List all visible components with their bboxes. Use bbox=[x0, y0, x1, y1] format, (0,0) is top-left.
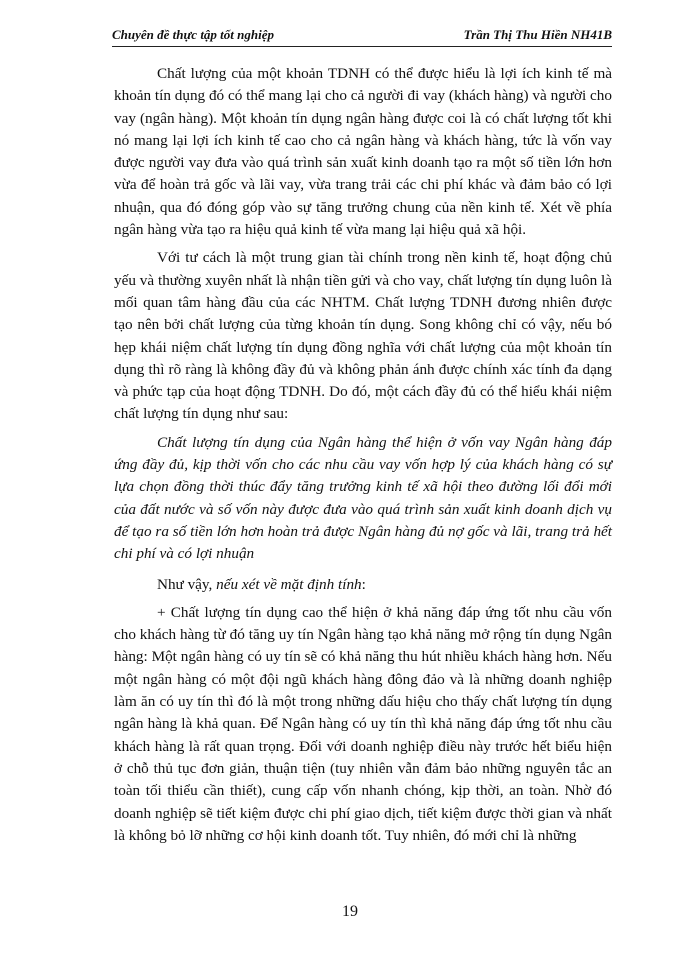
paragraph-qualitative-point-1: + Chất lượng tín dụng cao thể hiện ở khả năng đáp ứng tốt nhu cầu vốn cho khách hàng từ đó tăng uy tín Ngân hàng tạo khả năng mở rộng tín dụng Ngân hàng: Một ngân hàng có uy tín sẽ có khả năng thu hút nhiều khách hàng hơn. Nếu một ngân hàng có một đội ngũ khách hàng đông đảo và là những doanh nghiệp làm ăn có uy tín thì đó là một trong những dấu hiệu cho thấy chất lượng tín dụng ngân hàng là khả quan. Để Ngân hàng có uy tín thì khả năng đáp ứng tốt nhu cầu khách hàng là rất quan trọng. Đối với doanh nghiệp điều này trước hết biểu hiện ở chỗ thủ tục đơn giản, thuận tiện (tuy nhiên vẫn đảm bảo những nguyên tắc an toàn tối thiểu cần thiết), cung cấp vốn nhanh chóng, kịp thời, an toàn. Nhờ đó doanh nghiệp sẽ tiết kiệm được chi phí giao dịch, tiết kiệm được thời gian và nhất là không bỏ lỡ những cơ hội kinh doanh tốt. Tuy nhiên, đó mới chỉ là những bbox=[114, 603, 612, 844]
page-number: 19 bbox=[342, 903, 358, 920]
header-right-author: Trần Thị Thu Hiền NH41B bbox=[463, 27, 612, 42]
document-body bbox=[114, 63, 612, 853]
paragraph-credit-quality-definition: Chất lượng tín dụng của Ngân hàng thể hiện ở vốn vay Ngân hàng đáp ứng đầy đủ, kịp thời vốn cho các nhu cầu vay vốn hợp lý của khách hàng có sự lựa chọn đồng thời thúc đẩy tăng trưởng kinh tế xã hội theo đường lối đổi mới của đất nước và số vốn này được đưa vào quá trình sản xuất kinh doanh dịch vụ để tạo ra số tiền lớn hơn hoàn trả được Ngân hàng đủ nợ gốc và lãi, trang trả hết chi phí và có lợi nhuận bbox=[114, 433, 612, 563]
header-left-title: Chuyên đề thực tập tốt nghiệp bbox=[112, 27, 274, 42]
paragraph-credit-quality-context: Với tư cách là một trung gian tài chính trong nền kinh tế, hoạt động chủ yếu và thường xuyên nhất là nhận tiền gửi và cho vay, chất lượng tín dụng luôn là mối quan tâm hàng đầu của các NHTM. Chất lượng TDNH đương nhiên được tạo nên bởi chất lượng của từng khoản tín dụng. Song không chỉ có vậy, nếu bó hẹp khái niệm chất lượng tín dụng đồng nghĩa với chất lượng của một khoản tín dụng thì rõ ràng là không đầy đủ và không phản ánh được chính xác tính đa dạng và phức tạp của hoạt động TDNH. Do đó, một cách đầy đủ có thể hiểu khái niệm chất lượng tín dụng như sau: bbox=[114, 249, 612, 423]
paragraph-definition-single-loan: Chất lượng của một khoản TDNH có thể được hiểu là lợi ích kinh tế mà khoản tín dụng đó có thể mang lại cho cả người đi vay (khách hàng) và người cho vay (ngân hàng). Một khoản tín dụng ngân hàng được coi là có chất lượng tốt khi nó mang lại lợi ích kinh tế cao cho cả ngân hàng và khách hàng, tức là vốn vay được người vay đưa vào quá trình sản xuất kinh doanh tạo ra một số tiền lớn hơn vừa để hoàn trả gốc và lãi vay, vừa trang trải các chi phí khác và đảm bảo có lợi nhuận, qua đó đóng góp vào sự tăng trưởng chung của nền kinh tế. Xét về phía ngân hàng vừa tạo ra hiệu quả kinh tế vừa mang lại hiệu quả xã hội. bbox=[114, 65, 612, 239]
qualitative-intro-text: Như vậy, bbox=[157, 575, 217, 593]
paragraph-qualitative-intro bbox=[114, 574, 612, 596]
qualitative-intro-emphasis: nếu xét về mặt định tính bbox=[216, 575, 362, 593]
qualitative-intro-colon: : bbox=[361, 575, 366, 593]
page-header bbox=[112, 20, 612, 47]
